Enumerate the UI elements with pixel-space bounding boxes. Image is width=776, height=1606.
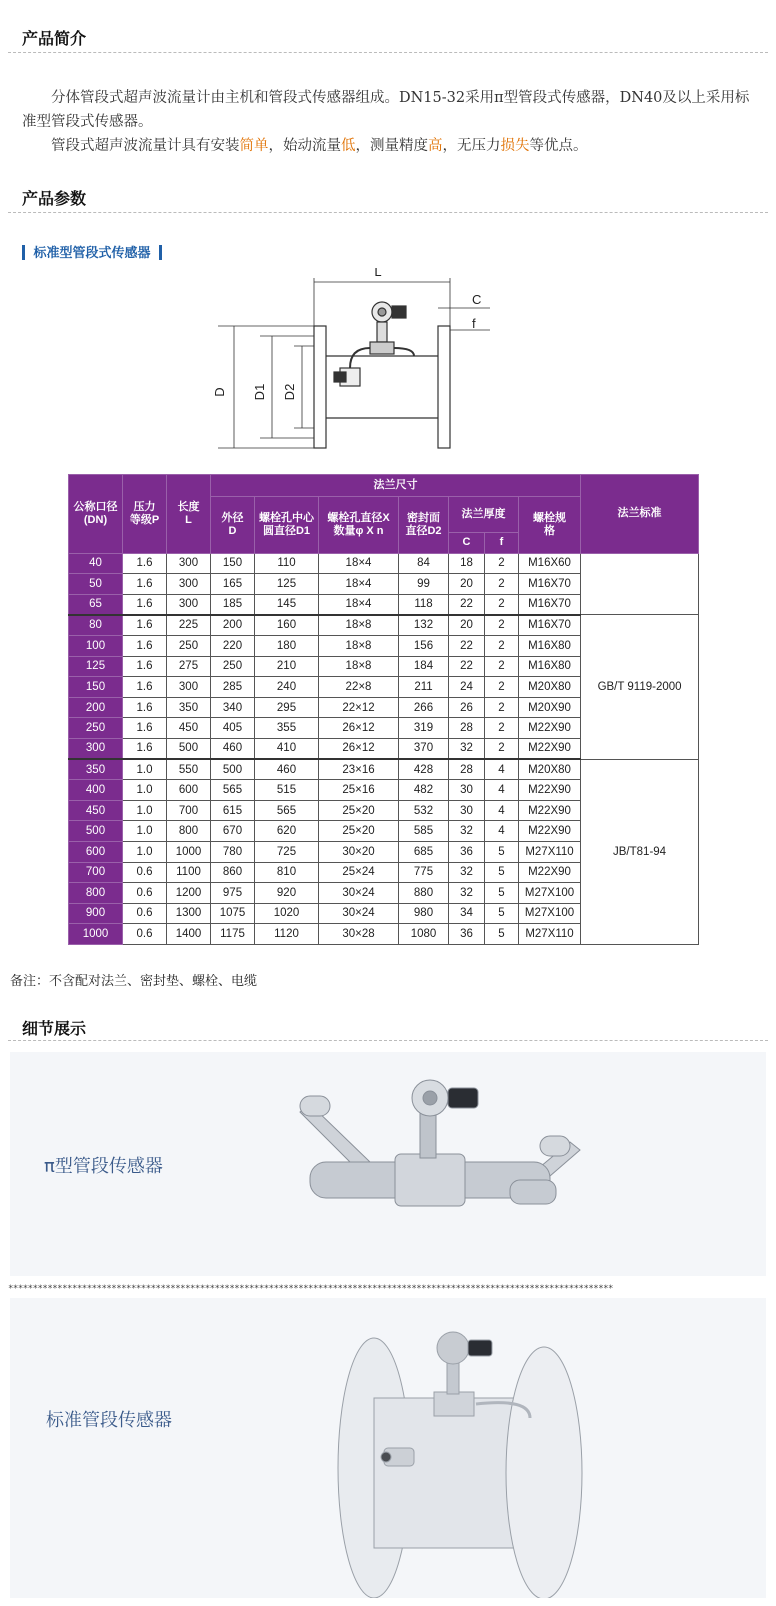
table-cell: 460 [211, 738, 255, 759]
subtitle-bar-right [159, 245, 162, 260]
table-cell: 5 [485, 924, 519, 945]
table-cell: 1.0 [123, 759, 167, 780]
photo-pi-label: π型管段传感器 [44, 1156, 163, 1177]
col-standard: 法兰标准 [581, 475, 699, 554]
table-cell: 1.6 [123, 594, 167, 615]
table-cell: 428 [399, 759, 449, 780]
subtitle-bar-left [22, 245, 25, 260]
table-cell: 350 [167, 697, 211, 718]
table-cell: 775 [399, 862, 449, 883]
col-pressure: 压力等级P [123, 475, 167, 554]
table-cell: 25×20 [319, 821, 399, 842]
table-cell: M20X80 [519, 759, 581, 780]
table-cell: 975 [211, 883, 255, 904]
table-cell: 4 [485, 821, 519, 842]
table-cell: 460 [255, 759, 319, 780]
col-dn: 公称口径(DN) [69, 475, 123, 554]
table-cell: 200 [211, 615, 255, 636]
table-cell: 670 [211, 821, 255, 842]
table-cell: 2 [485, 635, 519, 656]
table-cell: 300 [167, 594, 211, 615]
intro-text-segment: ，始动流量 [268, 138, 341, 154]
table-cell: 30 [449, 800, 485, 821]
col-length: 长度L [167, 475, 211, 554]
table-cell: 18×4 [319, 574, 399, 595]
table-cell: 2 [485, 594, 519, 615]
table-cell: M22X90 [519, 780, 581, 801]
table-cell: 860 [211, 862, 255, 883]
table-cell: 180 [255, 635, 319, 656]
intro-text-segment: 等优点。 [529, 138, 588, 154]
table-cell: 22 [449, 594, 485, 615]
table-cell: 980 [399, 903, 449, 924]
table-cell: M16X80 [519, 656, 581, 677]
table-cell: M16X60 [519, 553, 581, 574]
cell-dn: 100 [69, 635, 123, 656]
table-cell: 34 [449, 903, 485, 924]
table-cell: 30×20 [319, 841, 399, 862]
table-cell: M16X70 [519, 574, 581, 595]
section-title-detail: 细节展示 [22, 1019, 87, 1038]
table-cell: 25×16 [319, 780, 399, 801]
table-cell: 2 [485, 615, 519, 636]
col-outer-d: 外径D [211, 497, 255, 554]
right-flange-disc [506, 1347, 582, 1598]
table-cell: 1.0 [123, 800, 167, 821]
table-cell: 36 [449, 841, 485, 862]
table-cell: 165 [211, 574, 255, 595]
table-row [69, 759, 699, 780]
table-cell: 532 [399, 800, 449, 821]
cell-dn: 1000 [69, 924, 123, 945]
table-cell: 5 [485, 862, 519, 883]
table-cell: 22×8 [319, 677, 399, 698]
table-cell: 295 [255, 697, 319, 718]
table-cell: 5 [485, 841, 519, 862]
separator-stars: *************************************************************************************************************************** [8, 1284, 613, 1294]
cell-dn: 800 [69, 883, 123, 904]
table-cell: 18×4 [319, 594, 399, 615]
table-cell: 285 [211, 677, 255, 698]
table-cell: 2 [485, 718, 519, 739]
cell-dn: 150 [69, 677, 123, 698]
label-D1: D1 [252, 383, 267, 401]
table-cell: 22 [449, 656, 485, 677]
cell-dn: 600 [69, 841, 123, 862]
table-cell: 26 [449, 697, 485, 718]
table-cell: 211 [399, 677, 449, 698]
table-cell: 26×12 [319, 718, 399, 739]
label-D2: D2 [282, 383, 297, 401]
table-cell: 18×8 [319, 615, 399, 636]
col-thickness: 法兰厚度 [449, 497, 519, 533]
table-cell: 2 [485, 656, 519, 677]
table-cell: 84 [399, 553, 449, 574]
table-cell: M20X80 [519, 677, 581, 698]
section-divider [8, 212, 768, 213]
table-cell: 1400 [167, 924, 211, 945]
table-cell: 1.0 [123, 841, 167, 862]
table-cell: 18 [449, 553, 485, 574]
table-cell: M22X90 [519, 800, 581, 821]
table-cell: 410 [255, 738, 319, 759]
table-cell: 18×8 [319, 635, 399, 656]
table-cell: 125 [255, 574, 319, 595]
footnote: 备注：不含配对法兰、密封垫、螺栓、电缆 [10, 974, 258, 989]
table-cell: 118 [399, 594, 449, 615]
table-cell: 25×20 [319, 800, 399, 821]
label-D: D [212, 387, 227, 397]
table-cell: 500 [167, 738, 211, 759]
table-cell: 780 [211, 841, 255, 862]
table-cell: 405 [211, 718, 255, 739]
label-C: C [472, 292, 482, 307]
table-cell: 25×24 [319, 862, 399, 883]
table-cell: 1.6 [123, 615, 167, 636]
cell-dn: 900 [69, 903, 123, 924]
table-cell: 500 [211, 759, 255, 780]
table-cell: 110 [255, 553, 319, 574]
table-cell: 225 [167, 615, 211, 636]
table-cell: 2 [485, 574, 519, 595]
table-cell: 920 [255, 883, 319, 904]
table-cell: 1.6 [123, 574, 167, 595]
table-cell: 22 [449, 635, 485, 656]
cell-dn: 80 [69, 615, 123, 636]
table-cell: 1.0 [123, 780, 167, 801]
table-cell: M27X110 [519, 841, 581, 862]
table-cell: 1.6 [123, 635, 167, 656]
table-cell: 2 [485, 738, 519, 759]
table-cell: 319 [399, 718, 449, 739]
table-cell: M16X80 [519, 635, 581, 656]
cell-dn: 40 [69, 553, 123, 574]
intro-paragraph-2 [22, 134, 762, 158]
table-cell: 28 [449, 759, 485, 780]
col-bolt-hole: 螺栓孔直径X数量φ X n [319, 497, 399, 554]
table-cell: 30×24 [319, 883, 399, 904]
table-cell: 1075 [211, 903, 255, 924]
table-cell: 0.6 [123, 924, 167, 945]
intro-text [22, 86, 762, 158]
table-cell: 36 [449, 924, 485, 945]
table-cell: 300 [167, 553, 211, 574]
cell-standard [581, 553, 699, 615]
table-cell: 5 [485, 883, 519, 904]
table-cell: 23×16 [319, 759, 399, 780]
label-L: L [374, 268, 382, 279]
table-cell: 26×12 [319, 738, 399, 759]
table-cell: 370 [399, 738, 449, 759]
table-cell: 1.6 [123, 697, 167, 718]
table-cell: 700 [167, 800, 211, 821]
table-cell: 30 [449, 780, 485, 801]
table-cell: 1120 [255, 924, 319, 945]
table-cell: 32 [449, 883, 485, 904]
pi-sensor-illustration [10, 1052, 766, 1276]
table-cell: 1080 [399, 924, 449, 945]
highlight-word: 高 [428, 138, 443, 154]
highlight-word: 损失 [500, 138, 530, 154]
col-c: C [449, 533, 485, 554]
table-cell: 620 [255, 821, 319, 842]
table-cell: 1300 [167, 903, 211, 924]
table-cell: 450 [167, 718, 211, 739]
table-cell: 0.6 [123, 883, 167, 904]
table-cell: 32 [449, 862, 485, 883]
table-cell: 28 [449, 718, 485, 739]
table-cell: M16X70 [519, 594, 581, 615]
col-d2: 密封面直径D2 [399, 497, 449, 554]
table-cell: 1020 [255, 903, 319, 924]
spec-table [68, 474, 699, 945]
photo-standard-sensor [10, 1298, 766, 1598]
cell-dn: 400 [69, 780, 123, 801]
section-divider [8, 1040, 768, 1041]
cell-dn: 450 [69, 800, 123, 821]
section-divider [8, 52, 768, 53]
highlight-word: 低 [341, 138, 356, 154]
cell-dn: 50 [69, 574, 123, 595]
intro-text-segment: ，测量精度 [355, 138, 428, 154]
table-cell: 1.6 [123, 656, 167, 677]
table-cell: M16X70 [519, 615, 581, 636]
label-f: f [472, 316, 476, 331]
table-cell: 600 [167, 780, 211, 801]
section-header-intro [0, 22, 776, 52]
section-header-detail [0, 1014, 776, 1044]
table-cell: 615 [211, 800, 255, 821]
table-cell: 1200 [167, 883, 211, 904]
photo-pi-sensor [10, 1052, 766, 1276]
cell-dn: 300 [69, 738, 123, 759]
cell-dn: 125 [69, 656, 123, 677]
table-cell: 220 [211, 635, 255, 656]
std-transducer-head [437, 1332, 469, 1364]
table-cell: 1.6 [123, 718, 167, 739]
table-cell: 685 [399, 841, 449, 862]
table-cell: 30×24 [319, 903, 399, 924]
table-row [69, 553, 699, 574]
table-cell: 2 [485, 553, 519, 574]
section-title-intro: 产品简介 [22, 29, 87, 48]
table-cell: 1.0 [123, 821, 167, 842]
intro-paragraph-1: 分体管段式超声波流量计由主机和管段式传感器组成。DN15-32采用π型管段式传感器，DN40及以上采用标准型管段式传感器。 [22, 90, 750, 130]
intro-text-segment: 管段式超声波流量计具有安装 [51, 138, 240, 154]
table-cell: M22X90 [519, 821, 581, 842]
cell-dn: 250 [69, 718, 123, 739]
table-cell: 550 [167, 759, 211, 780]
table-cell: 132 [399, 615, 449, 636]
table-cell: 156 [399, 635, 449, 656]
table-cell: 1175 [211, 924, 255, 945]
table-cell: 1100 [167, 862, 211, 883]
table-cell: 0.6 [123, 862, 167, 883]
table-cell: 1.6 [123, 677, 167, 698]
table-row [69, 615, 699, 636]
table-cell: 2 [485, 697, 519, 718]
table-cell: M20X90 [519, 697, 581, 718]
table-cell: 565 [255, 800, 319, 821]
table-cell: 565 [211, 780, 255, 801]
table-cell: 1000 [167, 841, 211, 862]
dimension-diagram [210, 268, 510, 458]
table-cell: 355 [255, 718, 319, 739]
cell-dn: 65 [69, 594, 123, 615]
sensor-subtitle [22, 242, 162, 261]
table-cell: 4 [485, 780, 519, 801]
cell-dn: 700 [69, 862, 123, 883]
table-cell: 266 [399, 697, 449, 718]
cell-standard: JB/T81-94 [581, 759, 699, 944]
table-cell: 185 [211, 594, 255, 615]
table-cell: M22X90 [519, 738, 581, 759]
table-cell: M27X100 [519, 883, 581, 904]
left-flange [314, 326, 326, 448]
table-cell: 5 [485, 903, 519, 924]
table-cell: 18×8 [319, 656, 399, 677]
section-title-params: 产品参数 [22, 189, 87, 208]
table-cell: M27X110 [519, 924, 581, 945]
cell-dn: 500 [69, 821, 123, 842]
col-f: f [485, 533, 519, 554]
table-cell: 725 [255, 841, 319, 862]
table-cell: 250 [167, 635, 211, 656]
table-cell: 18×4 [319, 553, 399, 574]
table-cell: 515 [255, 780, 319, 801]
table-cell: 4 [485, 759, 519, 780]
table-cell: 0.6 [123, 903, 167, 924]
table-cell: 160 [255, 615, 319, 636]
table-cell: M27X100 [519, 903, 581, 924]
table-cell: 275 [167, 656, 211, 677]
table-cell: 800 [167, 821, 211, 842]
table-cell: 300 [167, 677, 211, 698]
table-cell: 1.6 [123, 738, 167, 759]
section-header-params [0, 184, 776, 214]
table-cell: 20 [449, 574, 485, 595]
table-cell: 30×28 [319, 924, 399, 945]
table-cell: 585 [399, 821, 449, 842]
subtitle-text: 标准型管段式传感器 [33, 246, 151, 261]
table-cell: 184 [399, 656, 449, 677]
col-bolt-spec: 螺栓规格 [519, 497, 581, 554]
table-cell: 2 [485, 677, 519, 698]
table-cell: 20 [449, 615, 485, 636]
table-cell: 880 [399, 883, 449, 904]
table-cell: 32 [449, 821, 485, 842]
col-flange: 法兰尺寸 [211, 475, 581, 497]
table-cell: 150 [211, 553, 255, 574]
table-cell: 4 [485, 800, 519, 821]
table-cell: 210 [255, 656, 319, 677]
spec-table-body [69, 553, 699, 944]
table-cell: 300 [167, 574, 211, 595]
intro-text-segment: ，无压力 [442, 138, 501, 154]
table-cell: 240 [255, 677, 319, 698]
table-cell: 22×12 [319, 697, 399, 718]
table-cell: 340 [211, 697, 255, 718]
table-cell: M22X90 [519, 718, 581, 739]
table-cell: 810 [255, 862, 319, 883]
table-cell: M22X90 [519, 862, 581, 883]
table-cell: 145 [255, 594, 319, 615]
table-cell: 24 [449, 677, 485, 698]
table-cell: 99 [399, 574, 449, 595]
table-cell: 482 [399, 780, 449, 801]
cell-dn: 200 [69, 697, 123, 718]
right-flange [438, 326, 450, 448]
cell-dn: 350 [69, 759, 123, 780]
standard-sensor-illustration [10, 1298, 766, 1598]
cell-standard: GB/T 9119-2000 [581, 615, 699, 759]
table-cell: 250 [211, 656, 255, 677]
photo-standard-label: 标准管段传感器 [46, 1410, 172, 1431]
table-cell: 1.6 [123, 553, 167, 574]
col-d1: 螺栓孔中心圆直径D1 [255, 497, 319, 554]
table-cell: 32 [449, 738, 485, 759]
highlight-word: 简单 [239, 138, 269, 154]
